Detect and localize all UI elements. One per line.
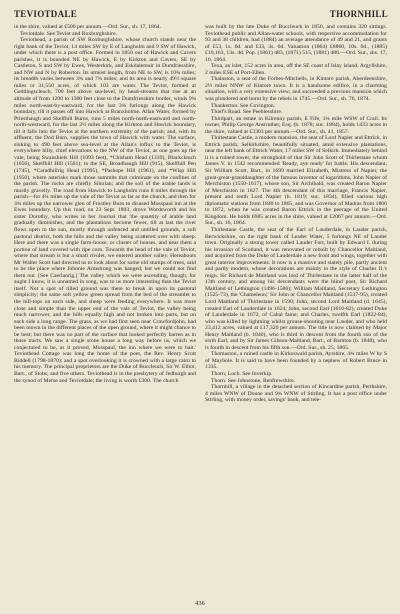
paragraph: Teviotdale. See Teviot and Roxburghshire. <box>20 30 117 37</box>
header-right: THORNHILL <box>329 9 388 19</box>
paragraph: Thorn. See Johnstone, Renfrewshire. <box>211 377 296 384</box>
left-column <box>14 24 196 404</box>
paragraph: Thornhill, a village in the detached section of Kincardine parish, Perthshire, 4 miles WNW of Doune and 9¾ WNW of Stirling. It has a post office under Stirling, with money order, savings' bank, and tele- <box>205 384 387 404</box>
right-column <box>205 24 387 404</box>
running-header <box>14 9 388 21</box>
paragraph: Thirdpart, an estate in Kilrenny parish, E Fife, 1¾ mile WSW of Crail. Its owner, Philip George Anstruther, Esq. (b. 1878; suc. 1884), holds 1433 acres in the shire, valued at £3303 per annum.—Ord. Sur., sh. 41, 1857. <box>205 115 387 135</box>
paragraph: in the shire, valued at £500 per annum.—Ord. Sur., sh. 17, 1864. <box>14 24 162 30</box>
page-number: 436 <box>195 600 205 607</box>
paragraph: Teviothead, a parish of SW Roxburghshire, whose church stands near the right bank of the Teviot, 14 miles SW by E of Langholm and 9 SW of Hawick, under which there is a post office. Formed in 1850 out of Hawick and Cavers parishes, it is bounded NE by Hawick, E by Kirkton and Cavers, SE by Castleton, S and SW by Ewes, Westerkirk, and Eskdalemuir in Dumfriesshire, and NW and N by Roberton. Its utmost length, from NE to SW, is 10¾ miles; its breadth varies between 3¾ and 7¾ miles; and its area is nearly 49½ square miles or 31,550 acres, of which 103 are water. The Teviot, formed at Geddingscleuch, 700 feet above sea-level, by head-streams that rise at an altitude of from 1200 to 1300 feet close to the Dumfriesshire border, winds 9¾ miles north-east-by-eastward, for the last 3¾ furlongs along the Hawick boundary, till it passes off into Hawick at Branxholme. Allan Water, formed by Priesthaugh and Skelfhill Burns, runs 5 miles north-north-eastward and north-north-westward, for the last 2½ miles along the Kirkton and Hawick boundary, till it falls into the Teviot at the northern extremity of the parish; and, with its affluent, the Dod Burn, supplies the town of Hawick with water. The surface, sinking to 490 feet above sea-level at the Allan's influx to the Teviot, is everywhere hilly, chief elevations to the NW of the Teviot, as one goes up the vale, being Swanshiels Hill (1093 feet), *Chisham Head (1339), Blackcleuch (1056), Skelfhill Hill (1561); to the SE, Broadhaugh Hill (915), Skelfhill Pen (1745), *Caradhillrig Head (1995), *Pashope Hill (1961), and *Wisp Hill (1950), where asterisks mark those summits that culminate on the confines of the parish. The rocks are chiefly Silurian; and the soil of the arable lands is mostly gravelly. The road from Hawick to Langholm runs 8 miles through the parish—for 4¾ miles up the vale of the Teviot as far as the church, and then for 3¾ miles up the narrower glen of Frostley Burn to disused Mosspaul inn at the Ewes boundary. Up this road, on 23 Sept. 1803, drove Wordsworth and his sister Dorothy, who writes in her Journal that 'the quantity of arable land gradually diminishes, and the plantations become fewer, till at last the river flows open to the sun, mostly through unfenced and untilled grounds, a soft pastoral district, both the hills and the valley being scattered over with sheep. Here and there was a single farm-house, or cluster of houses, and near them a portion of land covered with ripe corn. Towards the head of the vale of Teviot, where that stream is but a small rivulet, we entered another valley. Hereabouts Mr Walter Scott had directed us to look about for some old stumps of trees, said to be the place where Johnnie Armstrong was hanged; but we could not find them out. [See Caerlanrig.] The valley which we were ascending, though, for aught I know, it is unnamed in song, was to us more interesting than the Teviot itself. Not a spot of tilled ground was there to break in upon its pastoral simplicity; the same soft yellow green spread from the bed of the streamlet to the hill-tops on each side, and sheep were feeding everywhere. It was more close and simple than the upper end of the vale of Teviot, the valley being much narrower, and the hills equally high and not broken into parts, but on each side a long range. The grass, as we had first seen near Crawfordjohn, had been mown in the different places of the open ground, where it might chance to be best; but there was no part of the surface that looked perfectly barren as in those tracts. We saw a single stone house a long way before us, which we conjectured to be, as it proved, Mosspaul, the inn where we were to bait.' Teviothead Cottage was long the home of the poet, the Rev. Henry Scott Riddell (1798-1870); and a spot overlooking it is crowned with a large cairn to his memory. The principal proprietors are the Duke of Buccleuch, Sir W. Elliot, Bart., of Stobs, and five others. Teviothead is in the presbytery of Jedburgh and the synod of Merse and Teviotdale; the living is worth £300. The church <box>14 37 196 384</box>
text-columns <box>14 24 388 404</box>
paragraph: Thirlestane Castle, the seat of the Earl of Lauderdale, in Lauder parish, Berwickshire, on the right bank of Leader Water, 5 furlongs NE of Lauder town. Originally a strong tower called Lauder Fort, built by Edward I. during his invasion of Scotland, it was renovated or rebuilt by Chancellor Maitland, and acquired from the Duke of Lauderdale a new front and wings, together with great interior improvements. It now is a massive and stately pile, partly ancient and partly modern, whose decorations are mainly in the style of Charles II.'s reign. Sir Richard de Maitland was lord of Thirlestane in the latter half of the 13th century, and among his descendants were the blind poet, Sir Richard Maitland of Lethington (1496-1586); William Maitland, Secretary Lethington (1525-73), the 'Chameleon;' Sir John or Chancellor Maitland (1537-95), created Lord Maitland of Thirlestane in 1590; John, second Lord Maitland (d. 1645), created Earl of Lauderdale in 1624; John, second Earl (1616-82), created Duke of Lauderdale in 1672, of Cabal fame; and Charles, twelfth Earl (1822-84), who was killed by lightning whilst grouse-shooting near Lauder, and who held 23,412 acres, valued at £17,320 per annum. The title is now claimed by Major Henry Maitland (b. 1840), who is third in descent from the fourth son of the sixth Earl, and by Sir James Gibson-Maitland, Bart., of Barnton (b. 1848), who is fourth in descent from his fifth son.—Ord. Sur., sh. 25, 1865. <box>205 226 387 351</box>
paragraph: Thorn, Loch. See Inverkip. <box>211 370 273 377</box>
paragraph: Thainston, a seat of the Forbes-Mitchells, in Kintore parish, Aberdeenshire, 2½ miles NNW of Kintore town. It is a handsome edifice, in a charming situation, with a very extensive view; and succeeded a previous mansion which was plundered and burnt by the rebels in 1745.—Ord. Sur., sh. 76, 1874. <box>205 76 387 103</box>
paragraph: Thomaston, a ruined castle in Kirkoswald parish, Ayrshire, 4¾ miles W by S of Maybole. It is said to have been founded by a nephew of Robert Bruce in 1335. <box>205 351 387 371</box>
paragraph: was built by the late Duke of Buccleuch in 1856, and contains 320 sittings. Teviothead public and Allan-water schools, with respective accommodation for 93 and 38 children, had (1884) an average attendance of 49 and 21, and grants of £53, 1s. 6d. and £33, 3s. 6d. Valuation (1864) £8860, 10s. 6d., (1885) £10,163, 13s. 4d. Pop. (1861) 483, (1871) 515, (1881) 486.—Ord. Sur., shs. 17, 16, 1864. <box>205 24 387 63</box>
paragraph: Thirlestane Castle, a modern mansion, the seat of Lord Napier and Ettrick, in Ettrick parish, Selkirkshire, beautifully situated, amid extensive plantations, near the left bank of Ettrick Water, 17 miles SW of Selkirk. Immediately behind it is a ruined tower, the stronghold of that Sir John Scott of Thirlestane whom James V. in 1542 recommended 'Ready, aye ready' for battle. His descendant, Sir William Scott, Bart., in 1699 married Elizabeth, Mistress of Napier, the great-great-granddaughter of the famous inventor of logarithms, John Napier of Merchiston (1550-1617), whose son, Sir Archibald, was created Baron Napier of Merchiston in 1627. The 4th descendant of this marriage, Francis Napier, present and tenth Lord Napier (b. 1819; suc. 1834), filled various high diplomatic stations from 1840 to 1865, and was Governor of Madras from 1866 to 1872, when he was created Baron Ettrick in the peerage of the United Kingdom. He holds 6985 acres in the shire, valued at £2067 per annum.—Ord. Sur., sh. 16, 1864. <box>205 135 387 227</box>
paragraph: Texa, an islet, 152 acres in area, off the SE coast of Islay island, Argyllshire, 2 miles ESE of Port-Ellen. <box>205 63 387 76</box>
header-left: TEVIOTDALE <box>14 9 78 19</box>
paragraph: Thankerton. See Covington. <box>211 102 276 109</box>
paragraph: Thief's Road. See Peeblesshire. <box>211 109 283 116</box>
